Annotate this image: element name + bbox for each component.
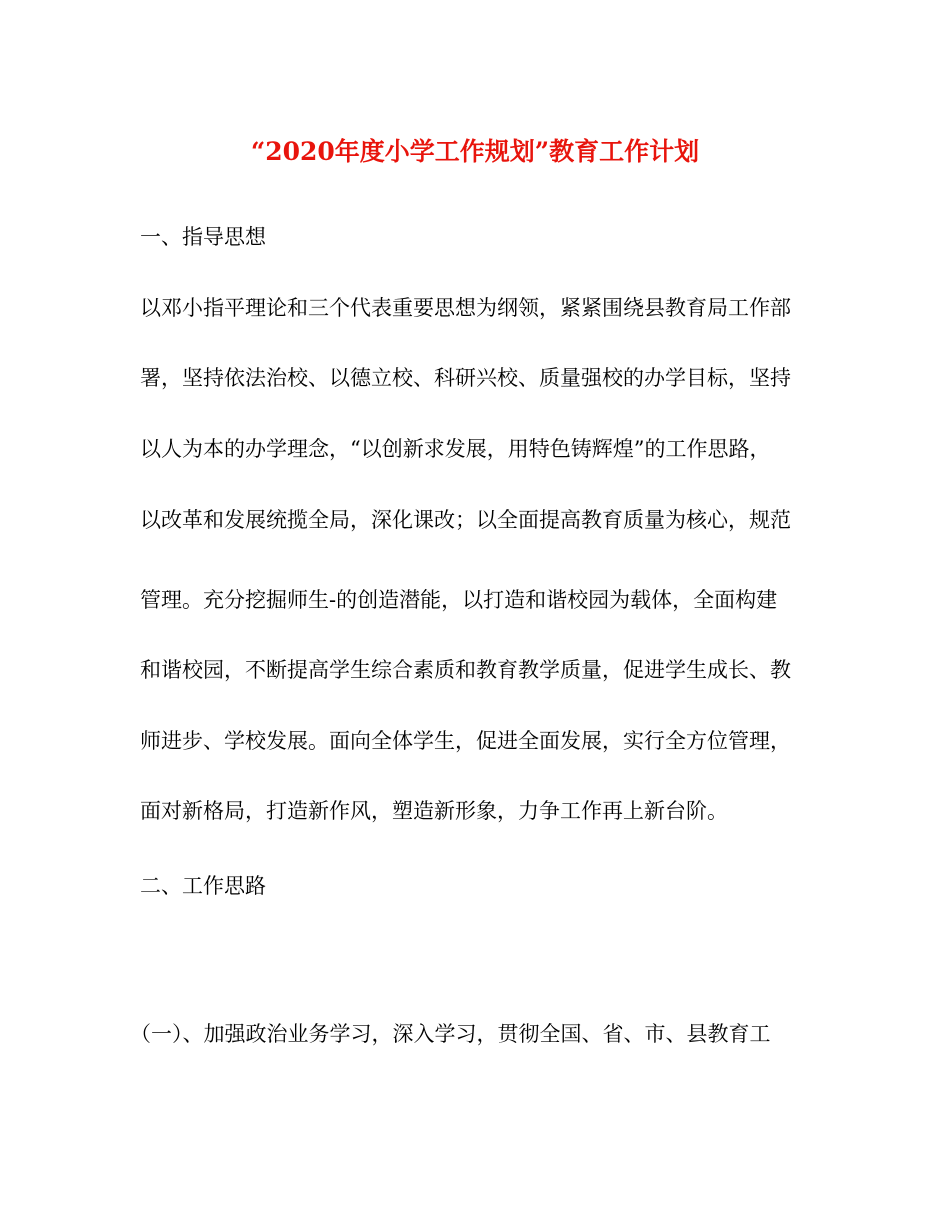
document-title: “2020年度小学工作规划”教育工作计划	[250, 137, 700, 166]
paragraph-line: 管理。充分挖掘师生-的创造潜能，以打造和谐校园为载体，全面构建	[140, 588, 778, 612]
paragraph-line: 面对新格局，打造新作风，塑造新形象，力争工作再上新台阶。	[140, 799, 728, 823]
paragraph-line: 以人为本的办学理念，“以创新求发展，用特色铸辉煌”的工作思路，	[140, 437, 771, 461]
section-heading-guiding-thought: 一、指导思想	[140, 225, 266, 249]
paragraph-line: 署，坚持依法治校、以德立校、科研兴校、质量强校的办学目标，坚持	[140, 366, 791, 390]
paragraph-line: （一）、加强政治业务学习，深入学习，贯彻全国、省、市、县教育工	[130, 1022, 771, 1046]
paragraph-line: 以邓小指平理论和三个代表重要思想为纲领，紧紧围绕县教育局工作部	[140, 296, 791, 320]
section-heading-work-approach: 二、工作思路	[140, 874, 266, 898]
paragraph-line: 以改革和发展统揽全局，深化课改；以全面提高教育质量为核心，规范	[140, 508, 791, 532]
paragraph-line: 师进步、学校发展。面向全体学生，促进全面发展，实行全方位管理，	[140, 729, 791, 753]
paragraph-line: 和谐校园，不断提高学生综合素质和教育教学质量，促进学生成长、教	[140, 658, 791, 682]
